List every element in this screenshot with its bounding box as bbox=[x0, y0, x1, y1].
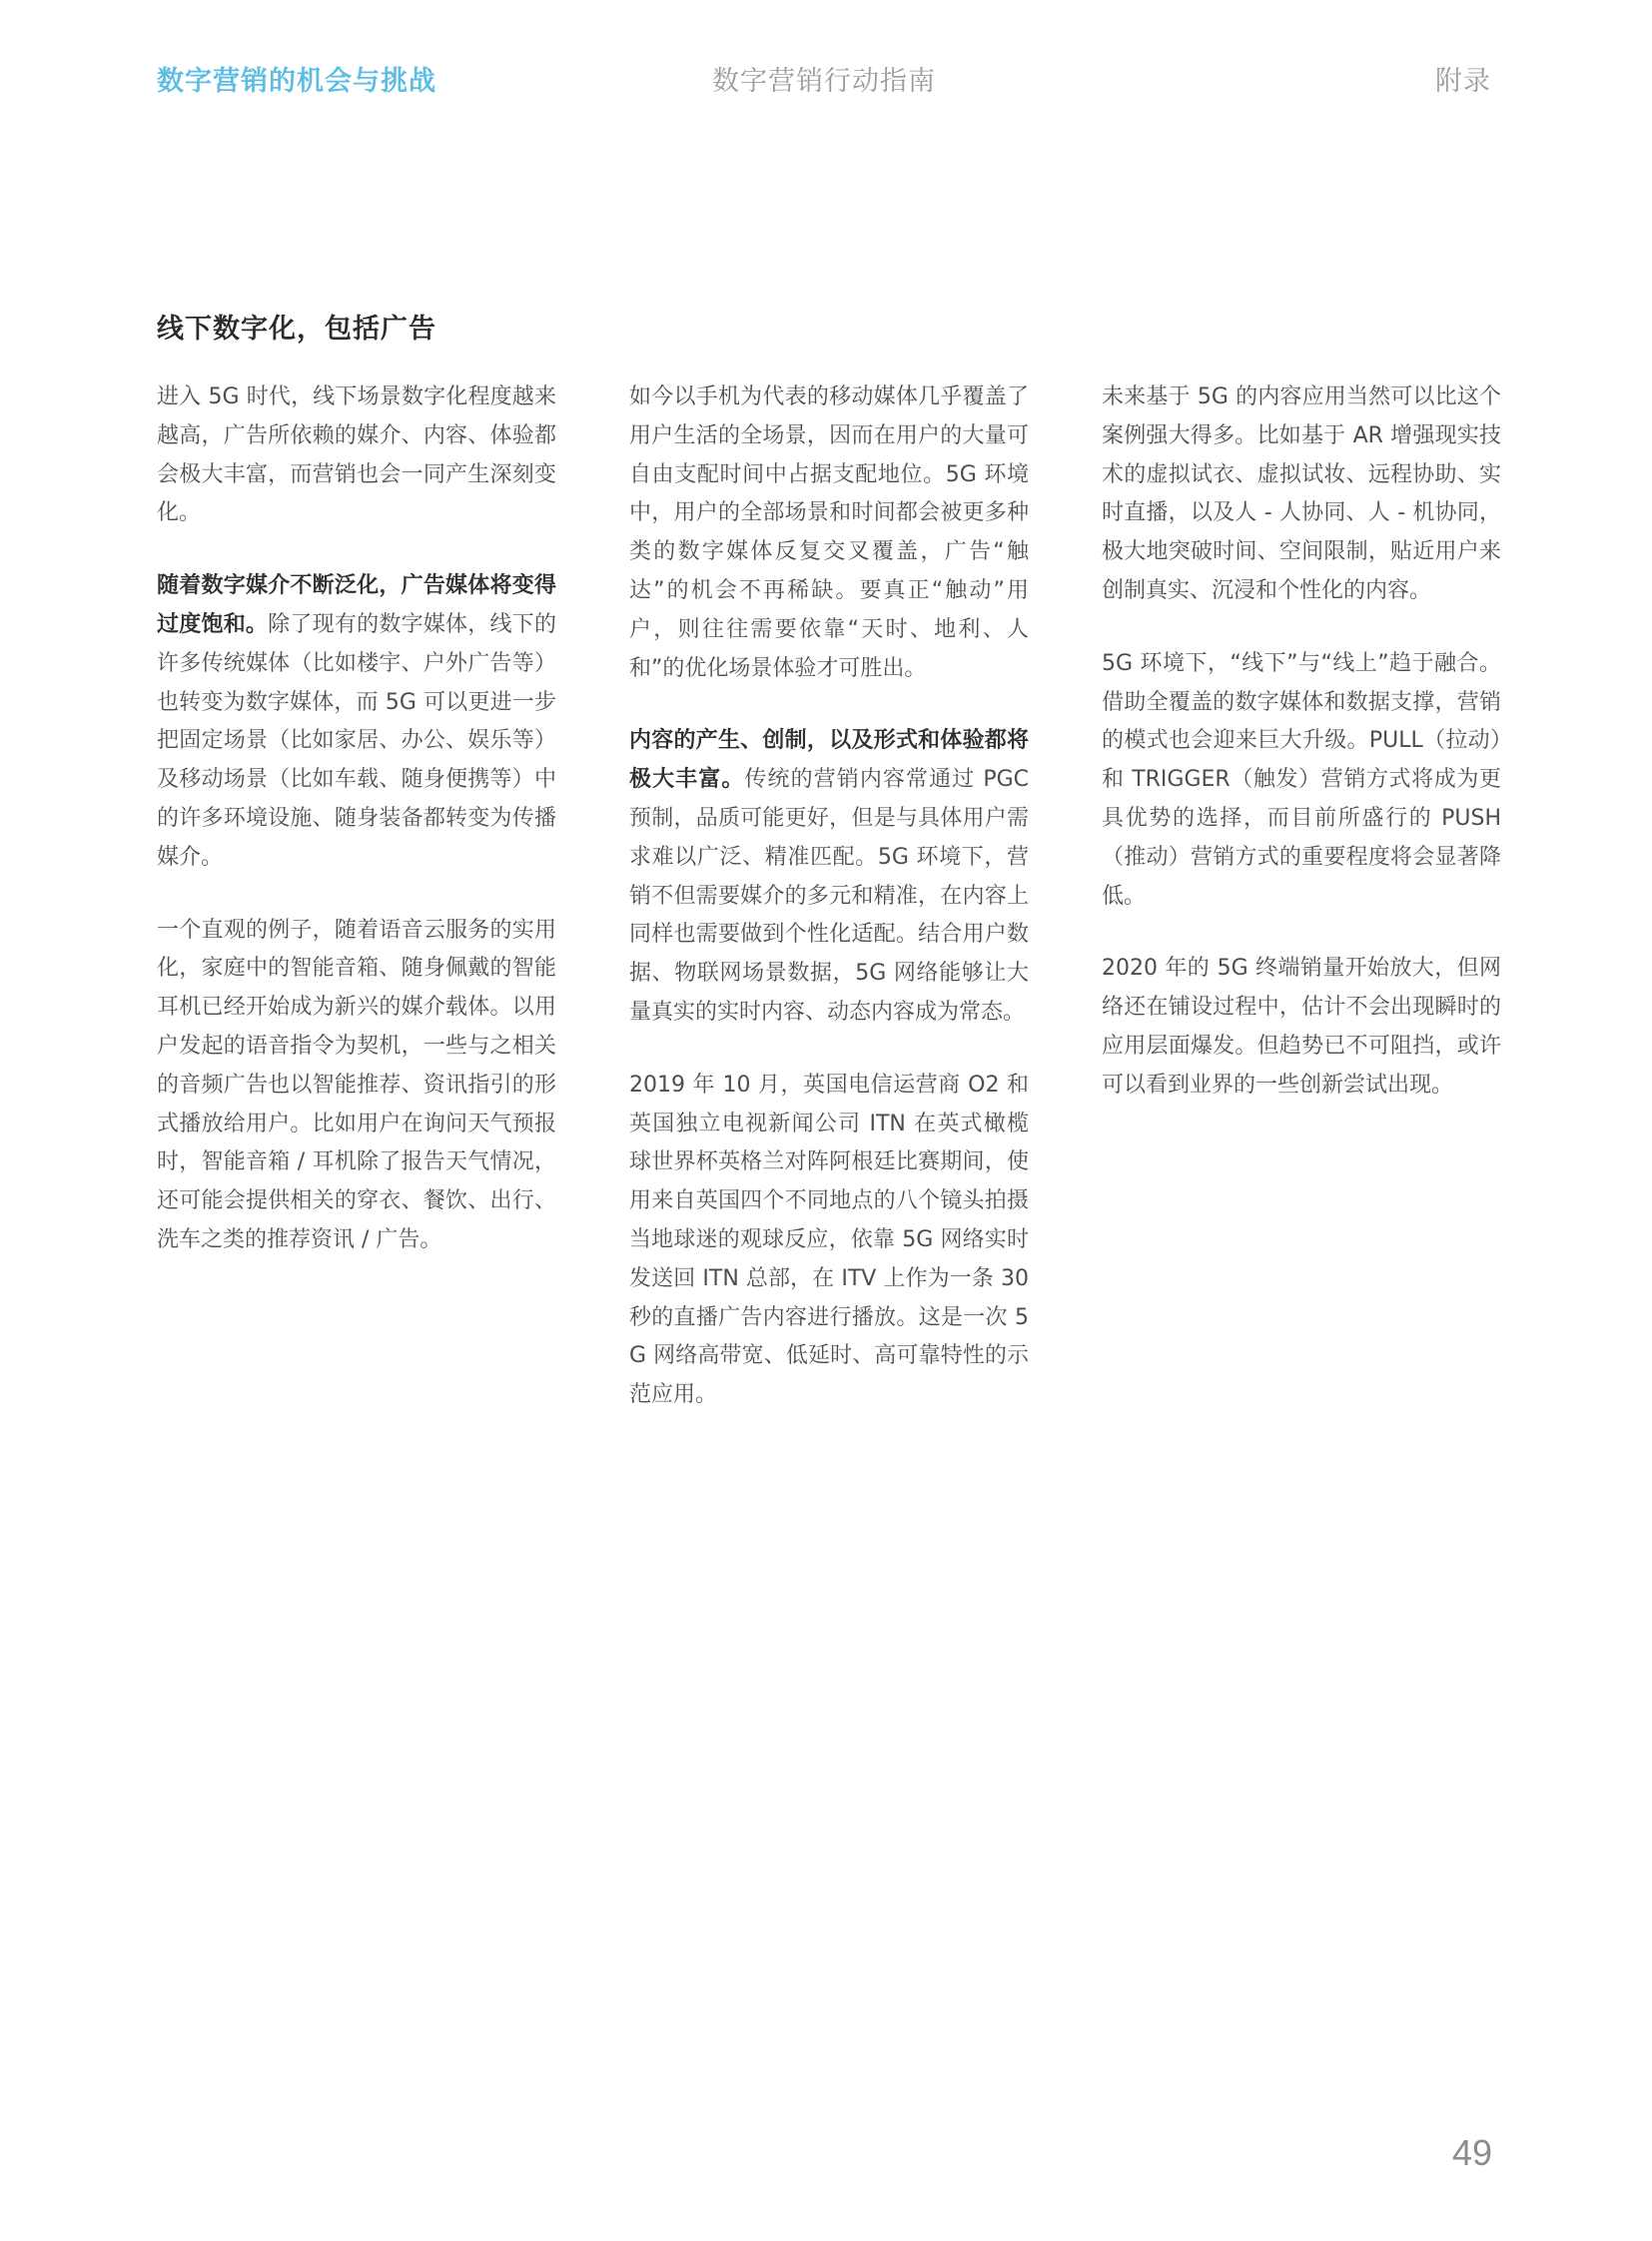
paragraph-text: 一个直观的例子，随着语音云服务的实用化，家庭中的智能音箱、随身佩戴的智能耳机已经开始成为新兴的媒介载体。以用户发起的语音指令为契机，一些与之相关的音频广告也以智能推荐、资讯指引的形式播放给用户。比如用户在询问天气预报时，智能音箱 / 耳机除了报告天气情况，还可能会提供相关的穿衣、餐饮、出行、洗车之类的推荐资讯 / 广告。 bbox=[157, 917, 556, 1252]
paragraph bbox=[157, 567, 556, 877]
paragraph bbox=[157, 378, 556, 533]
paragraph bbox=[629, 378, 1029, 688]
paragraph bbox=[157, 912, 556, 1260]
paragraph bbox=[629, 722, 1029, 1032]
text-column-1 bbox=[157, 378, 556, 1294]
chapter-nav-label[interactable]: 数字营销的机会与挑战 bbox=[157, 66, 436, 97]
paragraph-lead: 随着数字媒介不断泛化，广告媒体将变得过度饱和。 bbox=[157, 573, 556, 637]
text-column-3 bbox=[1102, 378, 1501, 1139]
paragraph bbox=[629, 1067, 1029, 1415]
paragraph-lead: 内容的产生、创制，以及形式和体验都将极大丰富。 bbox=[629, 728, 1029, 793]
paragraph bbox=[1102, 645, 1501, 917]
text-column-2 bbox=[629, 378, 1029, 1449]
paragraph-text: 2020 年的 5G 终端销量开始放大，但网络还在铺设过程中，估计不会出现瞬时的应用层面爆发。但趋势已不可阻挡，或许可以看到业界的一些创新尝试出现。 bbox=[1102, 956, 1501, 1098]
page-header bbox=[157, 62, 1491, 102]
paragraph bbox=[1102, 378, 1501, 611]
paragraph-text: 进入 5G 时代，线下场景数字化程度越来越高，广告所依赖的媒介、内容、体验都会极大丰富，而营销也会一同产生深刻变化。 bbox=[157, 384, 556, 526]
paragraph-text: 5G 环境下，“线下”与“线上”趋于融合。借助全覆盖的数字媒体和数据支撑，营销的模式也会迎来巨大升级。PULL（拉动）和 TRIGGER（触发）营销方式将成为更具优势的选择，而目前所盛行的 PUSH（推动）营销方式的重要程度将会显著降低。 bbox=[1102, 650, 1501, 909]
paragraph-text: 未来基于 5G 的内容应用当然可以比这个案例强大得多。比如基于 AR 增强现实技术的虚拟试衣、虚拟试妆、远程协助、实时直播，以及人 - 人协同、人 - 机协同，极大地突破时间、空间限制，贴近用户来创制真实、沉浸和个性化的内容。 bbox=[1102, 384, 1501, 603]
paragraph bbox=[1102, 950, 1501, 1105]
appendix-nav-label[interactable]: 附录 bbox=[1435, 66, 1491, 97]
book-title-nav-label[interactable]: 数字营销行动指南 bbox=[712, 66, 936, 97]
paragraph-text: 2019 年 10 月，英国电信运营商 O2 和英国独立电视新闻公司 ITN 在英式橄榄球世界杯英格兰对阵阿根廷比赛期间，使用来自英国四个不同地点的八个镜头拍摄当地球迷的观球反应，依靠 5G 网络实时发送回 ITN 总部，在 ITV 上作为一条 30 秒的直播广告内容进行播放。这是一次 5G 网络高带宽、低延时、高可靠特性的示范应用。 bbox=[629, 1072, 1029, 1408]
paragraph-text: 除了现有的数字媒体，线下的许多传统媒体（比如楼宇、户外广告等）也转变为数字媒体，而 5G 可以更进一步把固定场景（比如家居、办公、娱乐等）及移动场景（比如车载、随身便携等）中的许多环境设施、随身装备都转变为传播媒介。 bbox=[157, 611, 556, 870]
paragraph-text: 传统的营销内容常通过 PGC 预制，品质可能更好，但是与具体用户需求难以广泛、精准匹配。5G 环境下，营销不但需要媒介的多元和精准，在内容上同样也需要做到个性化适配。结合用户数据、物联网场景数据，5G 网络能够让大量真实的实时内容、动态内容成为常态。 bbox=[629, 767, 1029, 1025]
paragraph-text: 如今以手机为代表的移动媒体几乎覆盖了用户生活的全场景，因而在用户的大量可自由支配时间中占据支配地位。5G 环境中，用户的全部场景和时间都会被更多种类的数字媒体反复交叉覆盖，广告“触达”的机会不再稀缺。要真正“触动”用户，则往往需要依靠“天时、地利、人和”的优化场景体验才可胜出。 bbox=[629, 384, 1029, 681]
section-title: 线下数字化，包括广告 bbox=[157, 314, 436, 345]
page-number: 49 bbox=[1451, 2132, 1492, 2173]
